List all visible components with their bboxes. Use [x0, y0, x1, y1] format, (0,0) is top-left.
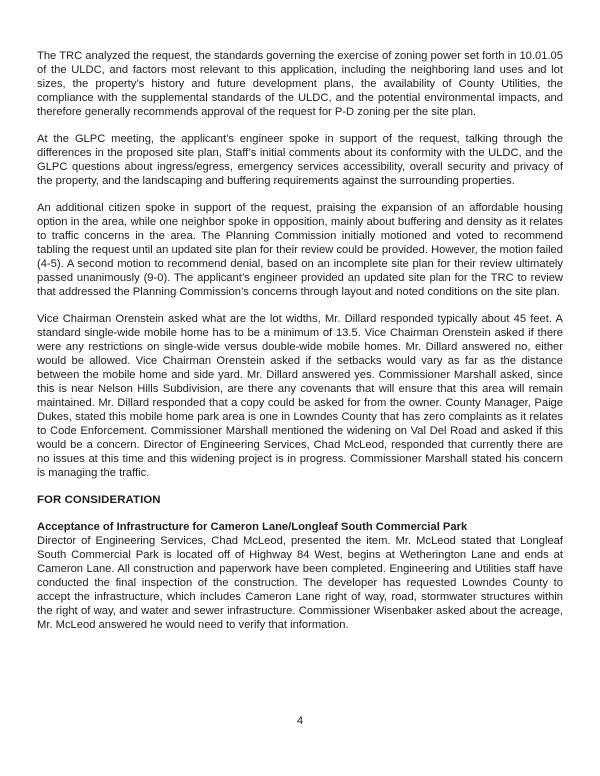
body-paragraph-commission-discussion: Vice Chairman Orenstein asked what are the lot widths, Mr. Dillard responded typically about 45 feet. A standard single-wide mobile home has to be a minimum of 13.5. Vice Chairman Orenstein asked if there were any restrictions on single-wide versus double-wide mobile homes. Mr. Dillard answered no, either would be allowed. Vice Chairman Orenstein asked if the setbacks would vary as far as the distance between the mobile home and side yard. Mr. Dillard answered yes. Commissioner Marshall asked, since this is near Nelson Hills Subdivision, are there any covenants that will ensure that this area will remain maintained. Mr. Dillard responded that a copy could be asked for from the owner. County Manager, Paige Dukes, stated this mobile home park area is one in Lowndes County that has zero complaints as it relates to Code Enforcement. Commissioner Marshall mentioned the widening on Val Del Road and asked if this would be a concern. Director of Engineering Services, Chad McLeod, responded that currently there are no issues at this time and this widening project is in progress. Commissioner Marshall stated his concern is managing the traffic.	[37, 313, 563, 479]
body-paragraph-citizen-comments: An additional citizen spoke in support of the request, praising the expansion of an affordable housing option in the area, while one neighbor spoke in opposition, mainly about buffering and density as it relates to traffic concerns in the area. The Planning Commission initially motioned and voted to recommend tabling the request until an updated site plan for their review could be provided. However, the motion failed (4-5). A second motion to recommend denial, based on an incomplete site plan for their review ultimately passed unanimously (9-0). The applicant’s engineer provided an updated site plan for the TRC to review that addressed the Planning Commission’s concerns through layout and noted conditions on the site plan.	[37, 202, 563, 298]
section-heading-for-consideration: FOR CONSIDERATION	[37, 494, 161, 506]
body-paragraph-glpc-meeting: At the GLPC meeting, the applicant’s engineer spoke in support of the request, talking through the differences in the proposed site plan, Staff’s initial comments about its conformity with the ULDC, and the GLPC questions about ingress/egress, emergency services accessibility, overall security and privacy of the property, and the landscaping and buffering requirements against the surrounding properties.	[37, 133, 563, 187]
consideration-item	[37, 520, 563, 632]
item-heading-infrastructure-acceptance: Acceptance of Infrastructure for Cameron Lane/Longleaf South Commercial Park	[37, 521, 468, 533]
page-number: 4	[296, 715, 304, 727]
body-paragraph-trc-analysis: The TRC analyzed the request, the standards governing the exercise of zoning power set forth in 10.01.05 of the ULDC, and factors most relevant to this application, including the neighboring land uses and lot sizes, the property’s history and future development plans, the availability of County Utilities, the compliance with the supplemental standards of the ULDC, and the potential environmental impacts, and therefore generally recommends approval of the request for P-D zoning per the site plan.	[37, 50, 563, 118]
item-paragraph-infrastructure-details: Director of Engineering Services, Chad McLeod, presented the item. Mr. McLeod stated that Longleaf South Commercial Park is located off of Highway 84 West, begins at Wetherington Lane and ends at Cameron Lane. All construction and paperwork have been completed. Engineering and Utilities staff have conducted the final inspection of the construction. The developer has requested Lowndes County to accept the infrastructure, which includes Cameron Lane right of way, road, stormwater structures within the right of way, and water and sewer infrastructure. Commissioner Wisenbaker asked about the acreage, Mr. McLeod answered he would need to verify that information.	[37, 535, 563, 631]
